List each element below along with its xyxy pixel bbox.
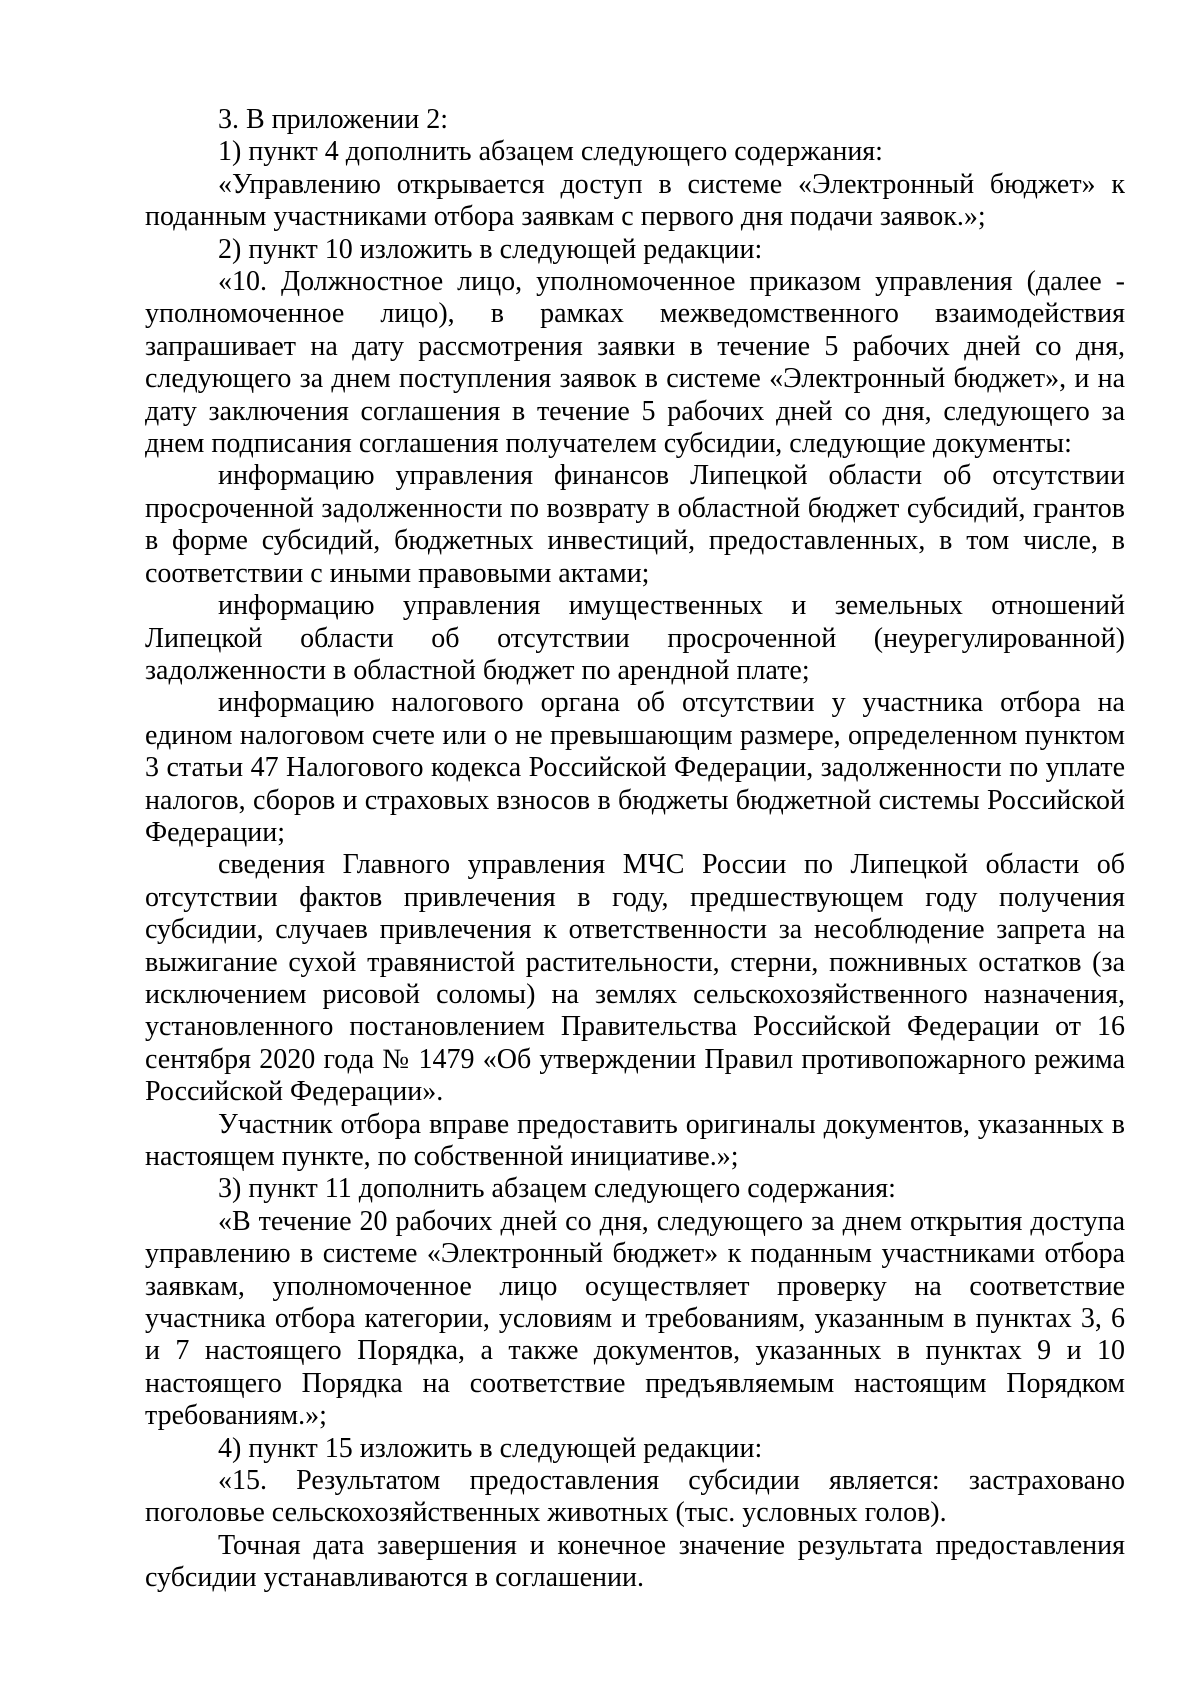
paragraph-originals: Участник отбора вправе предоставить оригиналы документов, указанных в настоящем пункте, по собственной инициативе.»; xyxy=(145,1108,1125,1172)
paragraph-point-10: «10. Должностное лицо, уполномоченное приказом управления (далее - уполномоченное лицо), в рамках межведомственного взаимодействия запрашивает на дату рассмотрения заявки в течение 5 рабочих дней со дня, следующего за днем поступления заявок в системе «Электронный бюджет», и на дату заключения соглашения в течение 5 рабочих дней со дня, следующего за днем подписания соглашения получателем субсидии, следующие документы: xyxy=(145,266,1125,460)
paragraph-finance-info: информацию управления финансов Липецкой области об отсутствии просроченной задолженности по возврату в областной бюджет субсидий, грантов в форме субсидий, бюджетных инвестиций, предоставленных, в том числе, в соответствии с иными правовыми актами; xyxy=(145,460,1125,589)
paragraph-item-1: 1) пункт 4 дополнить абзацем следующего содержания: xyxy=(218,136,883,168)
paragraph-item-3: 3) пункт 11 дополнить абзацем следующего содержания: xyxy=(218,1173,896,1205)
paragraph-point-11-text: «В течение 20 рабочих дней со дня, следующего за днем открытия доступа управлению в системе «Электронный бюджет» к поданным участниками отбора заявкам, уполномоченное лицо осуществляет проверку на соответствие участника отбора категории, условиям и требованиям, указанным в пунктах 3, 6 и 7 настоящего Порядка, а также документов, указанных в пунктах 9 и 10 настоящего Порядка на соответствие предъявляемым настоящим Порядком требованиям.»; xyxy=(145,1205,1125,1432)
paragraph-result-date: Точная дата завершения и конечное значение результата предоставления субсидии устанавливаются в соглашении. xyxy=(145,1529,1125,1594)
paragraph-appendix-2-heading: 3. В приложении 2: xyxy=(218,104,449,135)
document-body xyxy=(145,104,1125,1595)
paragraph-item-4: 4) пункт 15 изложить в следующей редакции: xyxy=(218,1432,763,1464)
paragraph-item-2: 2) пункт 10 изложить в следующей редакции: xyxy=(218,233,763,265)
paragraph-tax-info: информацию налогового органа об отсутствии у участника отбора на едином налоговом счете или о не превышающим размере, определенном пунктом 3 статьи 47 Налогового кодекса Российской Федерации, задолженности по уплате налогов, сборов и страховых взносов в бюджеты бюджетной системы Российской Федерации; xyxy=(145,687,1125,848)
paragraph-item-1-text: «Управлению открывается доступ в системе «Электронный бюджет» к поданным участниками отбора заявкам с первого дня подачи заявок.»; xyxy=(145,168,1125,233)
paragraph-emergency-info: сведения Главного управления МЧС России по Липецкой области об отсутствии фактов привлечения в году, предшествующем году получения субсидии, случаев привлечения к ответственности за несоблюдение запрета на выжигание сухой травянистой растительности, стерни, пожнивных остатков (за исключением рисовой соломы) на землях сельскохозяйственного назначения, установленного постановлением Правительства Российской Федерации от 16 сентября 2020 года № 1479 «Об утверждении Правил противопожарного режима Российской Федерации». xyxy=(145,849,1125,1108)
paragraph-property-info: информацию управления имущественных и земельных отношений Липецкой области об отсутствии просроченной (неурегулированной) задолженности в областной бюджет по арендной плате; xyxy=(145,590,1125,686)
paragraph-point-15: «15. Результатом предоставления субсидии является: застраховано поголовье сельскохозяйственных животных (тыс. условных голов). xyxy=(145,1465,1125,1529)
